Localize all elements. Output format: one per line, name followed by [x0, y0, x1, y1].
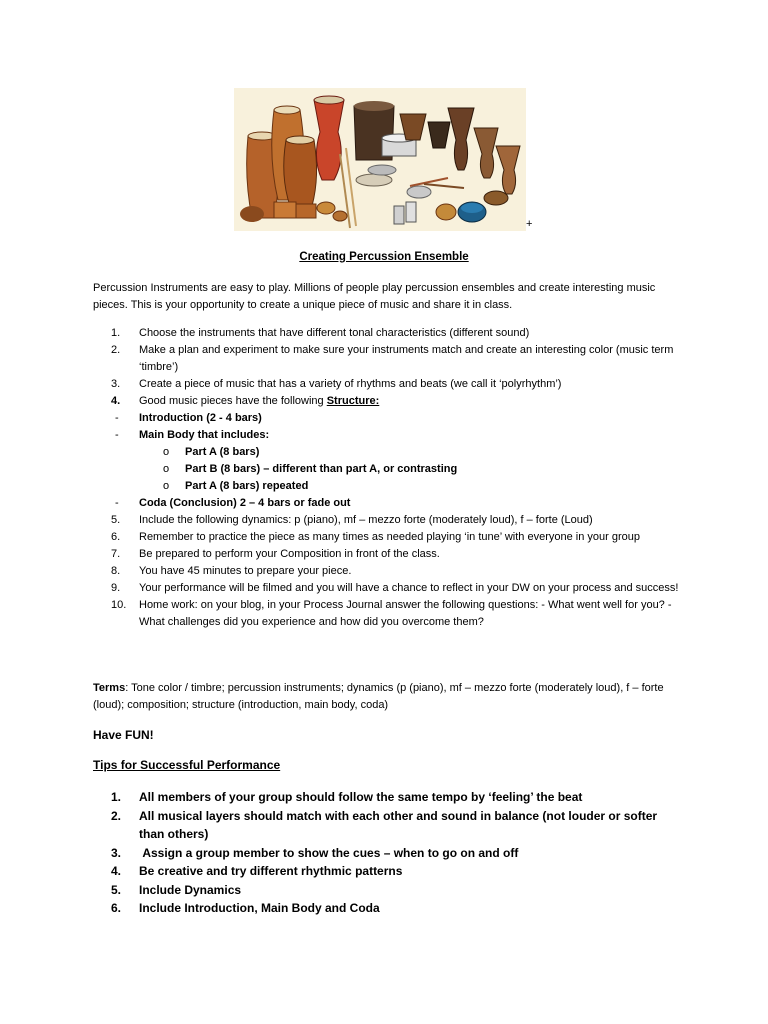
tips-heading: Tips for Successful Performance: [93, 758, 281, 772]
dash-mark: -: [115, 429, 119, 441]
list-item: [93, 529, 683, 546]
list-item: [93, 342, 683, 376]
list-item: [93, 478, 683, 495]
list-item: [93, 427, 683, 444]
item-number: 10.: [111, 599, 127, 611]
list-item: [93, 899, 683, 918]
dash-mark: -: [115, 497, 119, 509]
list-item: [93, 444, 683, 461]
item-number: 6.: [111, 531, 121, 543]
item-number: 4.: [111, 864, 122, 878]
list-item: [93, 393, 683, 410]
item-number: 6.: [111, 901, 122, 915]
item-number: 1.: [111, 327, 121, 339]
item-number: 1.: [111, 790, 122, 804]
list-item: [93, 376, 683, 393]
item-text: Your performance will be filmed and you will have a chance to reflect in your DW on your process and success!: [139, 582, 679, 594]
item-text: Choose the instruments that have different tonal characteristics (different sound): [139, 327, 530, 339]
percussion-instruments-image: [234, 88, 526, 231]
item-number: 3.: [111, 845, 122, 860]
item-number: 8.: [111, 565, 121, 577]
list-item: [93, 410, 683, 427]
list-item: [93, 546, 683, 563]
item-number: 2.: [111, 344, 121, 356]
item-text: Be prepared to perform your Composition in front of the class.: [139, 548, 440, 560]
bullet-mark: o: [163, 446, 170, 458]
list-item: [93, 807, 683, 844]
item-number: 9.: [111, 582, 121, 594]
item-text: Make a plan and experiment to make sure your instruments match and create an interesting color (music term ‘timbre’): [139, 344, 674, 373]
item-text: Part A (8 bars): [185, 446, 260, 458]
terms-text: : Tone color / timbre; percussion instruments; dynamics (p (piano), mf – mezzo forte (moderately loud), f – forte (loud); composition; structure (introduction, main body, coda): [93, 682, 664, 712]
list-item: [93, 512, 683, 529]
list-item: [93, 862, 683, 881]
item-text: Home work: on your blog, in your Process Journal answer the following questions: - What went well for you? - What challenges did you experience and how did you overcome them?: [139, 599, 672, 628]
item-text: Remember to practice the piece as many times as needed playing ‘in tune’ with everyone in your group: [139, 531, 640, 543]
item-text: You have 45 minutes to prepare your piece.: [139, 565, 352, 577]
structure-emphasis: Structure:: [326, 395, 380, 407]
instructions-list: [93, 325, 683, 631]
bullet-mark: o: [163, 463, 170, 475]
list-item: [93, 495, 683, 512]
list-item: [93, 563, 683, 580]
item-text: Coda (Conclusion) 2 – 4 bars or fade out: [139, 497, 351, 509]
item-text: Introduction (2 - 4 bars): [139, 412, 262, 424]
document-title: Creating Percussion Ensemble: [299, 251, 469, 263]
item-text: Create a piece of music that has a variety of rhythms and beats (we call it ‘polyrhythm’): [139, 378, 562, 390]
item-number: 7.: [111, 548, 121, 560]
item-number: 2.: [111, 808, 122, 823]
item-text: Part A (8 bars) repeated: [185, 480, 309, 492]
list-item: [93, 788, 683, 807]
list-item: [93, 461, 683, 478]
bullet-mark: o: [163, 480, 170, 492]
item-number: 5.: [111, 882, 122, 897]
plus-mark: +: [526, 218, 533, 230]
item-text: Include the following dynamics: p (piano), mf – mezzo forte (moderately loud), f – forte (Loud): [139, 514, 593, 526]
item-number: 4.: [111, 395, 121, 407]
terms-label: Terms: [93, 682, 126, 694]
item-text: Include Dynamics: [139, 882, 242, 897]
have-fun-heading: Have FUN!: [93, 728, 154, 742]
item-text: All members of your group should follow the same tempo by ‘feeling’ the beat: [139, 790, 583, 804]
list-item: [93, 597, 683, 631]
list-item: [93, 325, 683, 342]
tips-list: [93, 788, 683, 918]
item-text: Part B (8 bars) – different than part A, or contrasting: [185, 463, 458, 475]
item-text: Main Body that includes:: [139, 429, 270, 441]
item-number: 5.: [111, 514, 121, 526]
dash-mark: -: [115, 412, 119, 424]
item-text: Include Introduction, Main Body and Coda: [139, 901, 380, 915]
item-text: All musical layers should match with each other and sound in balance (not louder or softer than others): [139, 808, 658, 841]
list-item: [93, 580, 683, 597]
terms-paragraph: [93, 680, 683, 714]
list-item: [93, 881, 683, 900]
list-item: [93, 844, 683, 863]
intro-paragraph: Percussion Instruments are easy to play. Millions of people play percussion ensembles and create interesting music pieces. This is your opportunity to create a unique piece of music and share it in class.: [93, 282, 656, 312]
item-text: Good music pieces have the following: [139, 395, 327, 407]
item-text: Assign a group member to show the cues – when to go on and off: [139, 845, 519, 860]
item-text: Be creative and try different rhythmic patterns: [139, 864, 403, 878]
item-number: 3.: [111, 378, 121, 390]
